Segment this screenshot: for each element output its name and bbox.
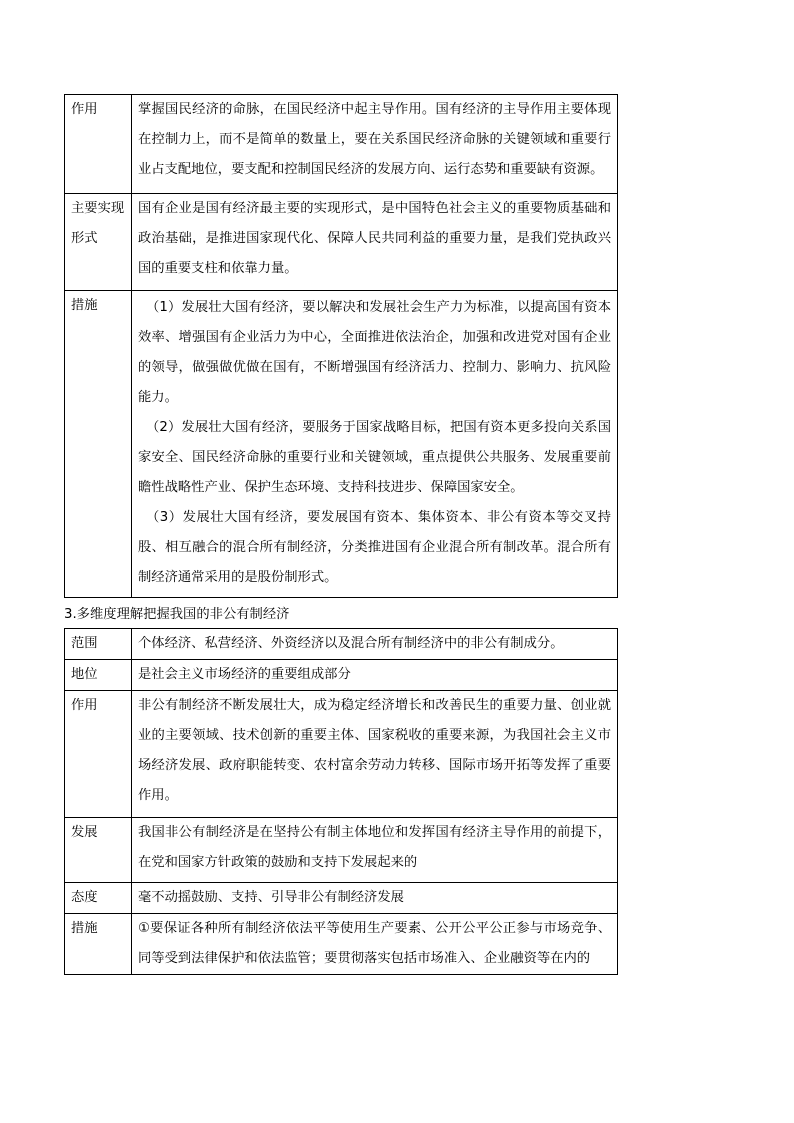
row-content — [132, 629, 618, 660]
document-page — [64, 94, 618, 975]
non-public-economy-table — [64, 628, 618, 975]
table-row — [65, 914, 618, 975]
paragraph: （2）发展壮大国有经济，要服务于国家战略目标，把国有资本更多投向关系国家安全、国民经济命脉的重要行业和关键领域，重点提供公共服务、发展重要前瞻性战略性产业、保护生态环境、支持科技进步、保障国家安全。 — [138, 420, 611, 495]
paragraph: 国有企业是国有经济最主要的实现形式，是中国特色社会主义的重要物质基础和政治基础，是推进国家现代化、保障人民共同利益的重要力量，是我们党执政兴国的重要支柱和依靠力量。 — [138, 201, 611, 276]
row-label: 地位 — [65, 660, 132, 691]
row-label: 措施 — [65, 291, 132, 598]
table-row — [65, 691, 618, 818]
row-label: 作用 — [65, 691, 132, 818]
paragraph: ①要保证各种所有制经济依法平等使用生产要素、公开公平公正参与市场竞争、同等受到法律保护和依法监管；要贯彻落实包括市场准入、企业融资等在内的 — [138, 921, 611, 966]
paragraph: （3）发展壮大国有经济，要发展国有资本、集体资本、非公有资本等交叉持股、相互融合的混合所有制经济，分类推进国有企业混合所有制改革。混合所有制经济通常采用的是股份制形式。 — [138, 510, 611, 585]
paragraph: （1）发展壮大国有经济，要以解决和发展社会生产力为标准，以提高国有资本效率、增强国有企业活力为中心，全面推进依法治企，加强和改进党对国有企业的领导，做强做优做在国有，不断增强国有经济活力、控制力、影响力、抗风险能力。 — [138, 300, 611, 405]
row-content — [132, 883, 618, 914]
row-label: 措施 — [65, 914, 132, 975]
paragraph: 非公有制经济不断发展壮大，成为稳定经济增长和改善民生的重要力量、创业就业的主要领域、技术创新的重要主体、国家税收的重要来源，为我国社会主义市场经济发展、政府职能转变、农村富余劳动力转移、国际市场开拓等发挥了重要作用。 — [138, 698, 611, 803]
section-heading: 3.多维度理解把握我国的非公有制经济 — [64, 607, 290, 622]
row-content — [132, 914, 618, 975]
row-content — [132, 194, 618, 291]
state-economy-table — [64, 94, 618, 598]
paragraph: 毫不动摇鼓励、支持、引导非公有制经济发展 — [138, 890, 404, 905]
row-label: 范围 — [65, 629, 132, 660]
row-content — [132, 818, 618, 883]
table-row — [65, 194, 618, 291]
paragraph: 我国非公有制经济是在坚持公有制主体地位和发挥国有经济主导作用的前提下，在党和国家方针政策的鼓励和支持下发展起来的 — [138, 825, 611, 870]
row-content — [132, 95, 618, 194]
table-row — [65, 95, 618, 194]
row-label: 主要实现形式 — [65, 194, 132, 291]
row-content — [132, 691, 618, 818]
row-content — [132, 660, 618, 691]
table-row — [65, 818, 618, 883]
row-content — [132, 291, 618, 598]
table-row — [65, 291, 618, 598]
row-label: 态度 — [65, 883, 132, 914]
table-row — [65, 660, 618, 691]
table-row — [65, 883, 618, 914]
row-label: 作用 — [65, 95, 132, 194]
table-row — [65, 629, 618, 660]
paragraph: 个体经济、私营经济、外资经济以及混合所有制经济中的非公有制成分。 — [138, 636, 564, 651]
row-label: 发展 — [65, 818, 132, 883]
paragraph: 是社会主义市场经济的重要组成部分 — [138, 667, 351, 682]
paragraph: 掌握国民经济的命脉，在国民经济中起主导作用。国有经济的主导作用主要体现在控制力上，而不是简单的数量上，要在关系国民经济命脉的关键领域和重要行业占支配地位，要支配和控制国民经济的发展方向、运行态势和重要缺有资源。 — [138, 102, 611, 177]
